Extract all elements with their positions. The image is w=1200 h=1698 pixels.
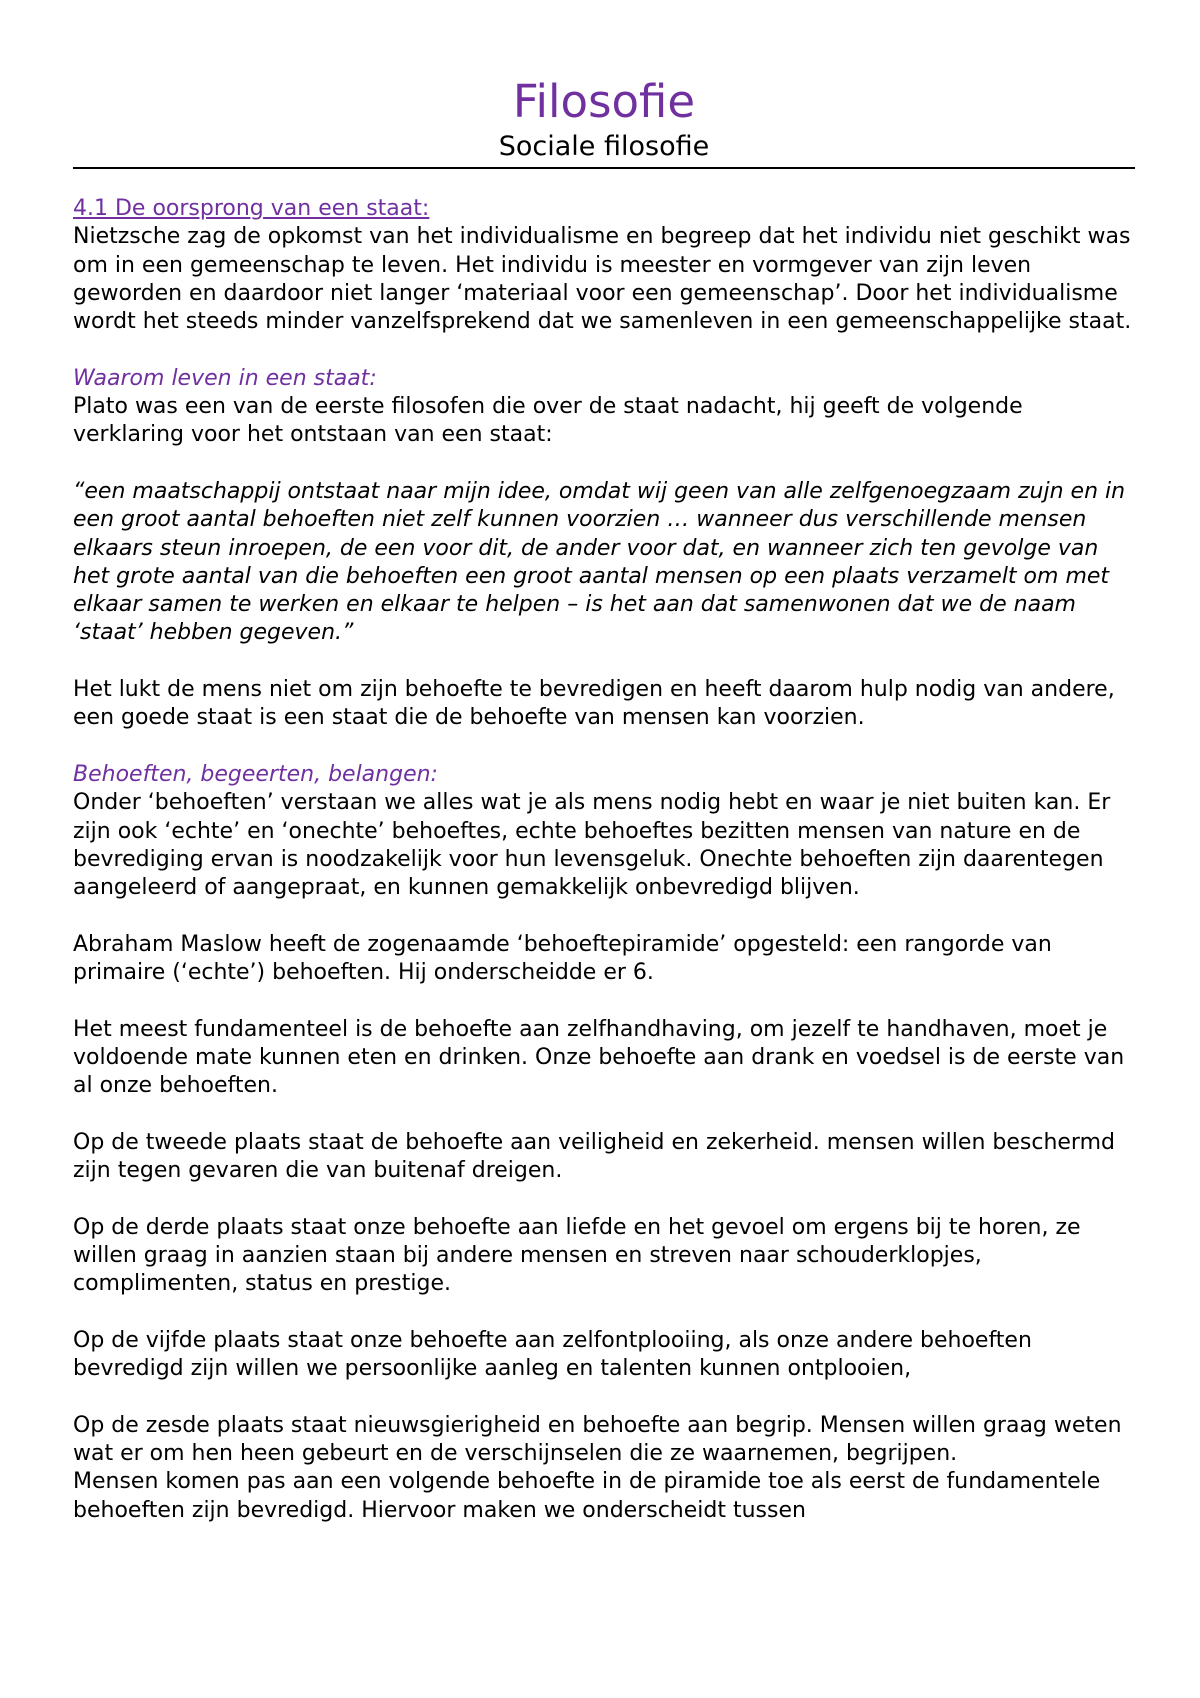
section-heading-waarom: Waarom leven in een staat: xyxy=(73,365,377,391)
plato-quote: “een maatschappij ontstaat naar mijn idee, omdat wij geen van alle zelfgenoegzaam zujn en in een groot aantal behoeften niet zelf kunnen voorzien … wanneer dus verschillende mensen elkaars steun inroepen, de een voor dit, de ander voor dat, en wanneer zich ten gevolge van het grote aantal van die behoeften een groot aantal mensen op een plaats verzamelt om met elkaar samen te werken en elkaar te helpen – is het aan dat samenwonen dat we de naam ‘staat’ hebben gegeven.” xyxy=(73,478,1126,646)
paragraph-nietzsche: Nietzsche zag de opkomst van het individualisme en begreep dat het individu niet geschikt was om in een gemeenschap te leven. Het individu is meester en vormgever van zijn leven geworden en daardoor niet langer ‘materiaal voor een gemeenschap’. Door het individualisme wordt het steeds minder vanzelfsprekend dat we samenleven in een gemeenschappelijke staat. xyxy=(73,224,1132,335)
paragraph-spacer xyxy=(73,902,1135,930)
paragraph-zelfontplooiing: Op de vijfde plaats staat onze behoefte aan zelfontplooiing, als onze andere behoeften bevredigd zijn willen we persoonlijke aanleg en talenten kunnen ontplooien, xyxy=(73,1327,1032,1382)
paragraph-goede-staat: Het lukt de mens niet om zijn behoefte te bevredigen en heeft daarom hulp nodig van andere, een goede staat is een staat die de behoefte van mensen kan voorzien. xyxy=(73,677,1115,731)
document-title: Filosofie xyxy=(512,75,696,128)
paragraph-liefde: Op de derde plaats staat onze behoefte aan liefde en het gevoel om ergens bij te horen, ze willen graag in aanzien staan bij andere mensen en streven naar schouderklopjes, complimenten, status en prestige. xyxy=(73,1214,1081,1297)
document-page xyxy=(73,74,1135,1525)
section-heading-oorsprong[interactable]: 4.1 De oorsprong van een staat: xyxy=(73,196,430,221)
paragraph-plato: Plato was een van de eerste filosofen die over de staat nadacht, hij geeft de volgende verklaring voor het ontstaan van een staat: xyxy=(73,394,1023,448)
title-divider xyxy=(73,167,1135,169)
paragraph-spacer xyxy=(73,1383,1135,1411)
paragraph-spacer xyxy=(73,733,1135,761)
document-body xyxy=(73,195,1135,1525)
paragraph-piramide-volgorde: Mensen komen pas aan een volgende behoefte in de piramide toe als eerst de fundamentele behoeften zijn bevredigd. Hiervoor maken we onderscheidt tussen xyxy=(73,1469,1101,1523)
paragraph-nieuwsgierigheid: Op de zesde plaats staat nieuwsgierigheid en behoefte aan begrip. Mensen willen graag weten wat er om hen heen gebeurt en de verschijnselen die ze waarnemen, begrijpen. xyxy=(73,1412,1122,1467)
paragraph-spacer xyxy=(73,648,1135,676)
section-heading-behoeften: Behoeften, begeerten, belangen: xyxy=(73,761,438,787)
paragraph-spacer xyxy=(73,1101,1135,1129)
paragraph-spacer xyxy=(73,1299,1135,1327)
paragraph-spacer xyxy=(73,987,1135,1015)
paragraph-veiligheid: Op de tweede plaats staat de behoefte aan veiligheid en zekerheid. mensen willen beschermd zijn tegen gevaren die van buitenaf dreigen. xyxy=(73,1129,1115,1184)
paragraph-zelfhandhaving: Het meest fundamenteel is de behoefte aan zelfhandhaving, om jezelf te handhaven, moet je voldoende mate kunnen eten en drinken. Onze behoefte aan drank en voedsel is de eerste van al onze behoeften. xyxy=(73,1016,1125,1099)
paragraph-spacer xyxy=(73,450,1135,478)
paragraph-behoeften-definitie: Onder ‘behoeften’ verstaan we alles wat je als mens nodig hebt en waar je niet buiten kan. Er zijn ook ‘echte’ en ‘onechte’ behoeftes, echte behoeftes bezitten mensen van nature en de bevrediging ervan is noodzakelijk voor hun levensgeluk. Onechte behoeften zijn daarentegen aangeleerd of aangepraat, en kunnen gemakkelijk onbevredigd blijven. xyxy=(73,790,1111,901)
paragraph-spacer xyxy=(73,336,1135,364)
paragraph-spacer xyxy=(73,1185,1135,1213)
paragraph-maslow: Abraham Maslow heeft de zogenaamde ‘behoeftepiramide’ opgesteld: een rangorde van primaire (‘echte’) behoeften. Hij onderscheidde er 6. xyxy=(73,931,1052,986)
document-subtitle: Sociale filosofie xyxy=(498,131,710,162)
